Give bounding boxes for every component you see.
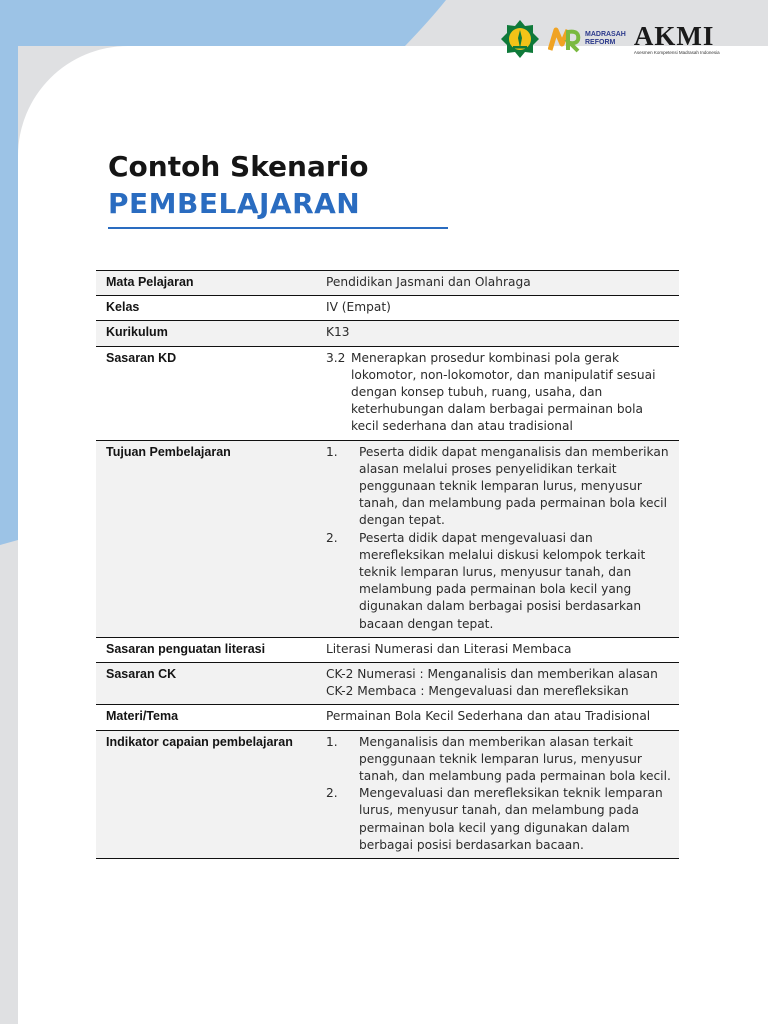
list-item bbox=[326, 785, 671, 854]
list-number: 1. bbox=[326, 444, 338, 459]
table-row bbox=[96, 440, 679, 637]
row-label: Kelas bbox=[96, 296, 316, 321]
row-label: Sasaran penguatan literasi bbox=[96, 637, 316, 662]
row-label: Kurikulum bbox=[96, 321, 316, 346]
header-logos bbox=[500, 14, 720, 64]
kd-text: Menerapkan prosedur kombinasi pola gerak lokomotor, non-lokomotor, dan manipulatif sesuai dengan konsep tubuh, ruang, usaha, dan keterhubungan dalam berbagai permainan bola kecil sederhana dan atau tradisional bbox=[351, 350, 656, 434]
list-item bbox=[326, 734, 671, 786]
table-row bbox=[96, 346, 679, 440]
page-title bbox=[108, 148, 369, 222]
list-item bbox=[326, 530, 671, 633]
list-item bbox=[326, 444, 671, 530]
table-row bbox=[96, 296, 679, 321]
list-text: Mengevaluasi dan merefleksikan teknik lemparan lurus, menyusur tanah, dan melambung pada permainan bola kecil yang digunakan dalam berbagai posisi berdasarkan bacaan. bbox=[359, 786, 663, 852]
list-text: Peserta didik dapat menganalisis dan memberikan alasan melalui proses penyelidikan terkait penggunaan teknik lemparan lurus, menyusur tanah, dan melambung pada permainan bola kecil dengan tepat. bbox=[359, 444, 669, 528]
row-label: Materi/Tema bbox=[96, 705, 316, 730]
row-value bbox=[316, 730, 679, 858]
akmi-logo-subtitle: Asesmen Kompetensi Madrasah Indonesia bbox=[633, 50, 720, 55]
akmi-logo bbox=[634, 23, 720, 55]
mr-logo-icon bbox=[548, 24, 582, 54]
row-label: Tujuan Pembelajaran bbox=[96, 440, 316, 637]
akmi-logo-text: AKMI bbox=[633, 21, 715, 51]
list-text: Peserta didik dapat mengevaluasi dan merefleksikan melalui diskusi kelompok terkait teknik lemparan lurus, menyusur tanah, dan melambung pada permainan bola kecil yang digunakan dalam berbagai posisi berdasarkan bacaan dengan tepat. bbox=[359, 530, 646, 631]
mr-logo-text-2: REFORM bbox=[585, 39, 616, 46]
list-number: 1. bbox=[326, 734, 338, 749]
row-value: Permainan Bola Kecil Sederhana dan atau Tradisional bbox=[316, 705, 679, 730]
ck-line-1: CK-2 Numerasi : Menganalisis dan memberikan alasan bbox=[326, 667, 658, 682]
list-number: 2. bbox=[326, 786, 338, 801]
row-value bbox=[316, 440, 679, 637]
list-text: Menganalisis dan memberikan alasan terkait penggunaan teknik lemparan lurus, menyusur tanah, dan melambung pada permainan bola kecil. bbox=[359, 734, 671, 784]
row-value: Pendidikan Jasmani dan Olahraga bbox=[316, 271, 679, 296]
row-label: Mata Pelajaran bbox=[96, 271, 316, 296]
list-number: 2. bbox=[326, 530, 338, 545]
scenario-table bbox=[96, 270, 679, 859]
mr-logo-text-1: MADRASAH bbox=[585, 31, 626, 38]
row-value: K13 bbox=[316, 321, 679, 346]
row-value bbox=[316, 346, 679, 440]
kemenag-logo-icon bbox=[500, 19, 540, 59]
table-row bbox=[96, 663, 679, 705]
row-label: Sasaran KD bbox=[96, 346, 316, 440]
row-label: Indikator capaian pembelajaran bbox=[96, 730, 316, 858]
table-row bbox=[96, 730, 679, 858]
table-row bbox=[96, 321, 679, 346]
kd-number: 3.2 bbox=[326, 350, 346, 365]
row-value bbox=[316, 663, 679, 705]
row-label: Sasaran CK bbox=[96, 663, 316, 705]
table-row bbox=[96, 637, 679, 662]
table-row bbox=[96, 705, 679, 730]
table-row bbox=[96, 271, 679, 296]
madrasah-reform-logo bbox=[548, 24, 626, 54]
ck-line-2: CK-2 Membaca : Mengevaluasi dan merefleksikan bbox=[326, 684, 629, 699]
row-value: Literasi Numerasi dan Literasi Membaca bbox=[316, 637, 679, 662]
title-line-1: Contoh Skenario bbox=[108, 150, 369, 183]
title-line-2: PEMBELAJARAN bbox=[108, 187, 361, 220]
title-underline bbox=[108, 227, 448, 229]
row-value: IV (Empat) bbox=[316, 296, 679, 321]
